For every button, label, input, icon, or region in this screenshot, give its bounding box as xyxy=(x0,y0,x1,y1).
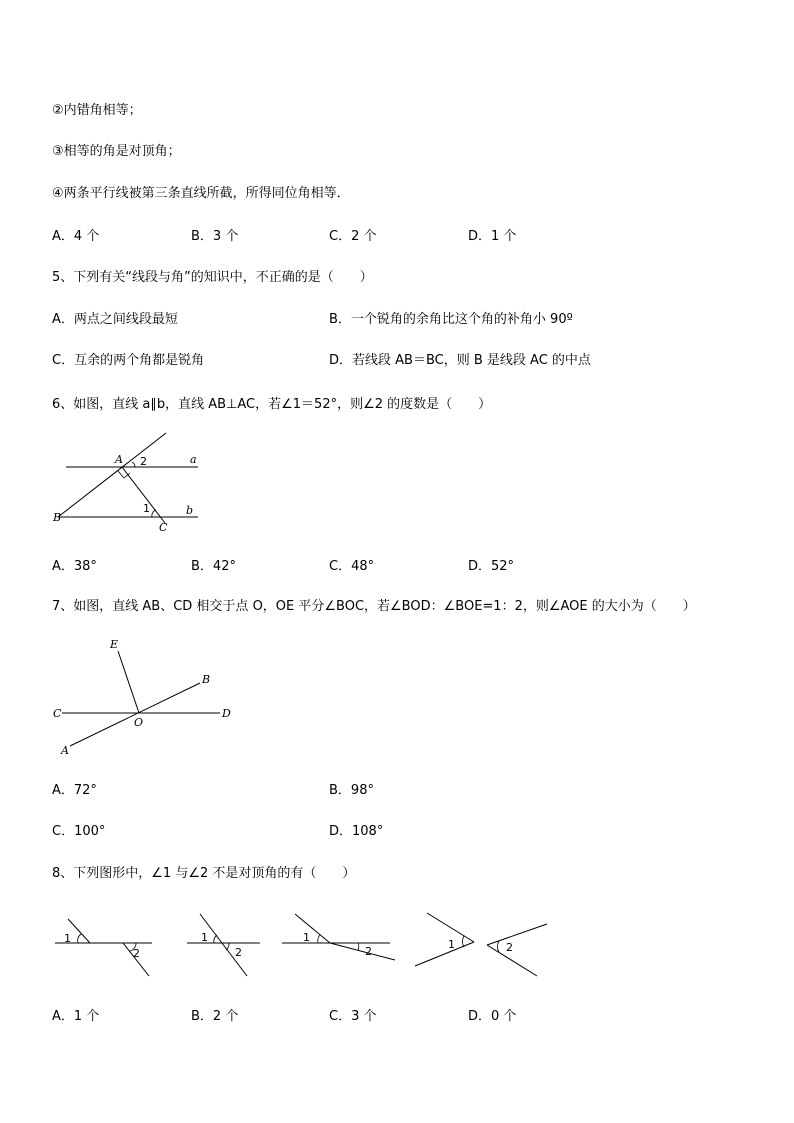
q7-figure xyxy=(50,634,240,759)
label-A: A xyxy=(61,744,69,757)
right-angle-mark xyxy=(118,471,130,478)
q6-question: 6、如图，直线 a∥b，直线 AB⊥AC，若∠1＝52°，则∠2 的度数是（ ） xyxy=(52,397,492,412)
q7-question: 7、如图，直线 AB、CD 相交于点 O，OE 平分∠BOC，若∠BOD：∠BOE=1：2，则∠AOE 的大小为（ ） xyxy=(52,599,696,614)
fig3-label-1: 1 xyxy=(303,931,310,944)
q7-option-b[interactable]: B．98° xyxy=(329,783,374,798)
label-B: B xyxy=(202,673,211,686)
q4-option-c[interactable]: C．2 个 xyxy=(329,229,377,244)
q6-option-d[interactable]: D．52° xyxy=(468,559,515,574)
line-ab xyxy=(70,683,200,746)
fig1-label-1: 1 xyxy=(64,932,71,945)
label-A: A xyxy=(115,453,123,466)
fig4-label-1: 1 xyxy=(448,938,455,951)
q8-figure-1 xyxy=(55,919,152,976)
angle-2-arc xyxy=(132,462,135,467)
q4-option-b[interactable]: B．3 个 xyxy=(191,229,239,244)
q5-option-c[interactable]: C．互余的两个角都是锐角 xyxy=(52,353,205,368)
q4-option-d[interactable]: D．1 个 xyxy=(468,229,517,244)
fig2-label-2: 2 xyxy=(235,946,242,959)
q4-option-a[interactable]: A．4 个 xyxy=(52,229,100,244)
statement-2: ②内错角相等； xyxy=(52,103,142,118)
label-D: D xyxy=(222,707,231,720)
q6-option-b[interactable]: B．42° xyxy=(191,559,236,574)
statement-4: ④两条平行线被第三条直线所截，所得同位角相等． xyxy=(52,186,350,201)
q6-option-c[interactable]: C．48° xyxy=(329,559,375,574)
q8-question: 8、下列图形中，∠1 与∠2 不是对顶角的有（ ） xyxy=(52,866,356,881)
ray-oe xyxy=(118,651,139,713)
q8-figure-4 xyxy=(415,913,547,976)
label-a: a xyxy=(190,453,197,466)
fig2-label-1: 1 xyxy=(201,931,208,944)
q6-figure xyxy=(48,428,218,538)
label-O: O xyxy=(134,716,144,729)
label-B: B xyxy=(53,511,62,524)
label-C: C xyxy=(159,521,168,534)
q8-option-c[interactable]: C．3 个 xyxy=(329,1009,377,1024)
fig1-label-2: 2 xyxy=(133,947,140,960)
q6-option-a[interactable]: A．38° xyxy=(52,559,97,574)
q5-question: 5、下列有关“线段与角”的知识中，不正确的是（ ） xyxy=(52,270,373,285)
q8-figures xyxy=(50,904,560,986)
label-2: 2 xyxy=(140,455,147,468)
statement-3: ③相等的角是对顶角； xyxy=(52,144,181,159)
q8-option-d[interactable]: D．0 个 xyxy=(468,1009,517,1024)
fig3-label-2: 2 xyxy=(365,945,372,958)
q8-figure-2 xyxy=(187,914,260,976)
label-1: 1 xyxy=(143,502,150,515)
q7-option-c[interactable]: C．100° xyxy=(52,824,106,839)
q5-option-b[interactable]: B．一个锐角的余角比这个角的补角小 90º xyxy=(329,312,573,327)
q8-option-a[interactable]: A．1 个 xyxy=(52,1009,100,1024)
q7-option-a[interactable]: A．72° xyxy=(52,783,97,798)
fig4-label-2: 2 xyxy=(506,941,513,954)
q8-option-b[interactable]: B．2 个 xyxy=(191,1009,239,1024)
q5-option-d[interactable]: D．若线段 AB＝BC，则 B 是线段 AC 的中点 xyxy=(329,353,591,368)
q5-option-a[interactable]: A．两点之间线段最短 xyxy=(52,312,178,327)
q8-figure-3 xyxy=(282,914,395,960)
label-b: b xyxy=(186,504,194,517)
label-C: C xyxy=(53,707,62,720)
label-E: E xyxy=(110,638,119,651)
q7-option-d[interactable]: D．108° xyxy=(329,824,384,839)
